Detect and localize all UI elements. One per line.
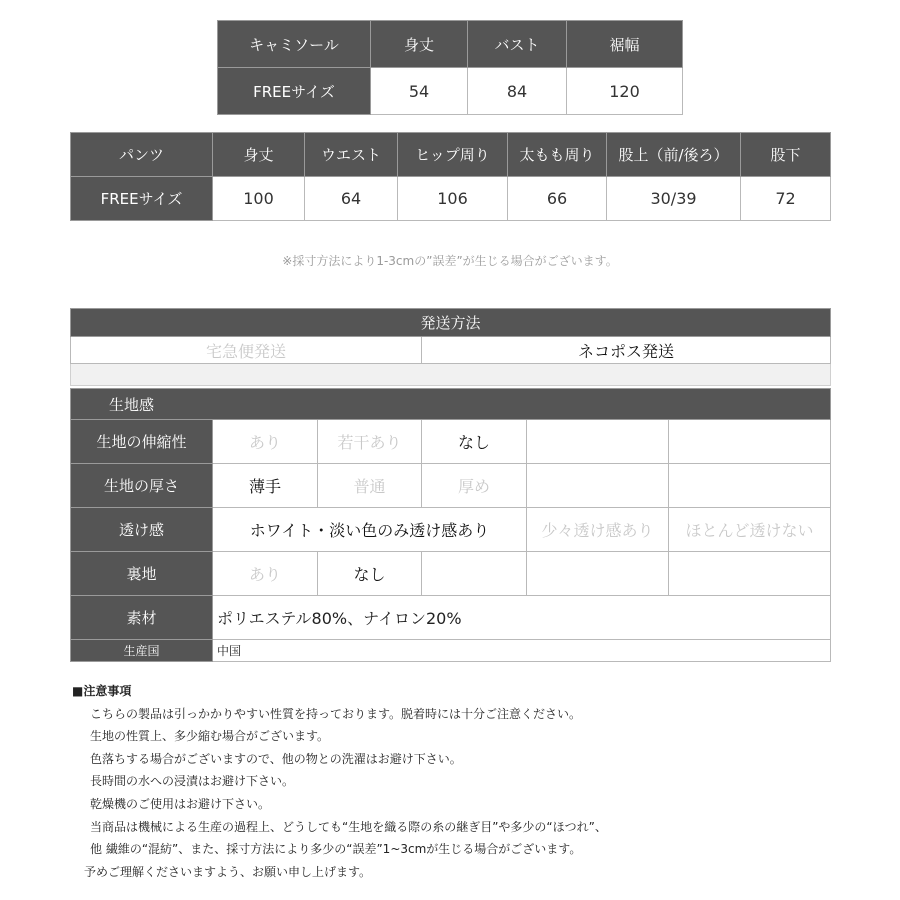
- hem-width-header: 裾幅: [567, 21, 683, 68]
- thigh-header: 太もも周り: [508, 133, 607, 177]
- caution-line: 長時間の水への浸漬はお避け下さい。: [90, 774, 295, 789]
- pants-header: パンツ: [71, 133, 213, 177]
- measurement-note: ※採寸方法により1-3cmの”誤差”が生じる場合がございます。: [282, 254, 618, 268]
- lining-label: 裏地: [71, 552, 213, 596]
- stretch-label: 生地の伸縮性: [71, 420, 213, 464]
- camisole-size-table: [217, 20, 683, 115]
- sheer-option: ほとんど透けない: [669, 508, 831, 552]
- shipping-title: 発送方法: [71, 309, 831, 337]
- waist-value: 64: [305, 177, 398, 221]
- shipping-option-nekopos: ネコポス発送: [422, 337, 831, 364]
- caution-line: 色落ちする場合がございますので、他の物との洗濯はお避け下さい。: [90, 751, 462, 766]
- thickness-option-selected: 薄手: [213, 464, 318, 508]
- thickness-label: 生地の厚さ: [71, 464, 213, 508]
- sheer-label: 透け感: [71, 508, 213, 552]
- thickness-option: 普通: [318, 464, 422, 508]
- stretch-option: 若干あり: [318, 420, 422, 464]
- caution-line: 乾燥機のご使用はお避け下さい。: [90, 796, 271, 811]
- length-header: 身丈: [371, 21, 468, 68]
- inseam-header: 股下: [741, 133, 831, 177]
- bust-value: 84: [468, 68, 567, 115]
- hip-value: 106: [398, 177, 508, 221]
- origin-label: 生産国: [71, 640, 213, 662]
- empty-cell: [422, 552, 527, 596]
- divider: [71, 364, 831, 386]
- fabric-table: [70, 388, 831, 662]
- empty-cell: [527, 552, 669, 596]
- hip-header: ヒップ周り: [398, 133, 508, 177]
- sheer-option: 少々透け感あり: [527, 508, 669, 552]
- origin-value: 中国: [213, 640, 831, 662]
- waist-header: ウエスト: [305, 133, 398, 177]
- stretch-option: あり: [213, 420, 318, 464]
- pants-size-table: [70, 132, 831, 221]
- empty-cell: [527, 420, 669, 464]
- length-header: 身丈: [213, 133, 305, 177]
- material-label: 素材: [71, 596, 213, 640]
- length-value: 54: [371, 68, 468, 115]
- caution-line: 予めご理解くださいますよう、お願い申し上げます。: [84, 864, 372, 879]
- stretch-option-selected: なし: [422, 420, 527, 464]
- caution-line: こちらの製品は引っかかりやすい性質を持っております。脱着時には十分ご注意ください。: [90, 706, 582, 721]
- thigh-value: 66: [508, 177, 607, 221]
- size-label: FREEサイズ: [218, 68, 371, 115]
- sheer-option-selected: ホワイト・淡い色のみ透け感あり: [213, 508, 527, 552]
- inseam-value: 72: [741, 177, 831, 221]
- lining-option-selected: なし: [318, 552, 422, 596]
- material-value: ポリエステル80%、ナイロン20%: [213, 596, 831, 640]
- camisole-header: キャミソール: [218, 21, 371, 68]
- lining-option: あり: [213, 552, 318, 596]
- bust-header: バスト: [468, 21, 567, 68]
- caution-line: 当商品は機械による生産の過程上、どうしても“生地を織る際の糸の継ぎ目”や多少の“ほつれ”、: [90, 819, 607, 834]
- thickness-option: 厚め: [422, 464, 527, 508]
- empty-cell: [527, 464, 669, 508]
- fabric-title: 生地感: [71, 389, 831, 420]
- caution-line: 生地の性質上、多少縮む場合がございます。: [90, 729, 330, 744]
- empty-cell: [669, 464, 831, 508]
- empty-cell: [669, 552, 831, 596]
- caution-section: [72, 680, 832, 883]
- shipping-table: [70, 308, 831, 386]
- size-label: FREEサイズ: [71, 177, 213, 221]
- shipping-option-takkyubin: 宅急便発送: [71, 337, 422, 364]
- empty-cell: [669, 420, 831, 464]
- length-value: 100: [213, 177, 305, 221]
- caution-heading: ■注意事項: [72, 684, 132, 698]
- caution-line: 他 繊維の“混紡”、また、採寸方法により多少の“誤差”1~3cmが生じる場合がございます。: [90, 842, 582, 857]
- rise-value: 30/39: [607, 177, 741, 221]
- hem-width-value: 120: [567, 68, 683, 115]
- rise-header: 股上（前/後ろ）: [607, 133, 741, 177]
